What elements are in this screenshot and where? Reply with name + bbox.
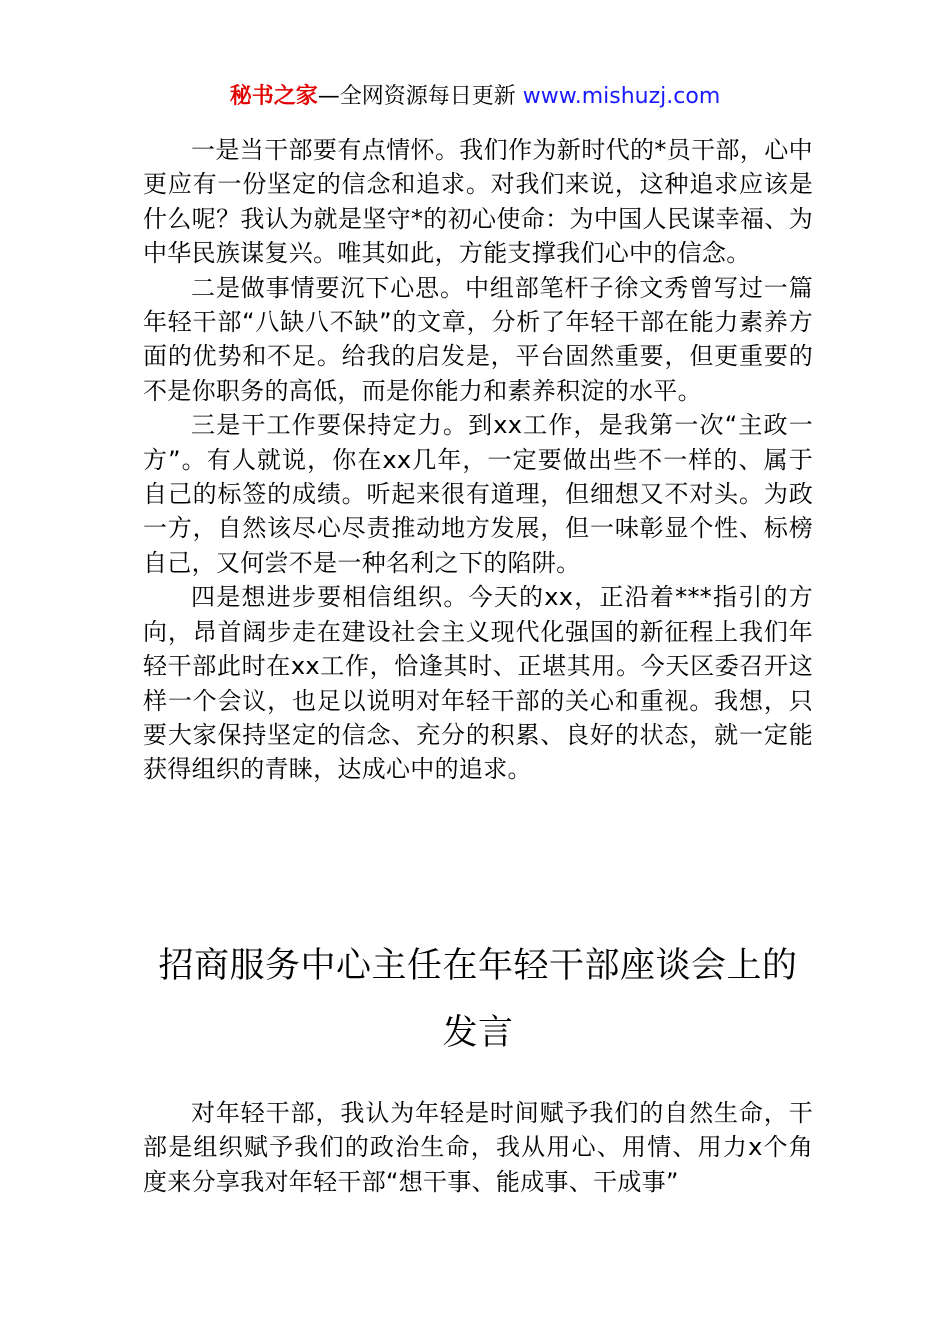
paragraph-3: 三是干工作要保持定力。到xx工作，是我第一次“主政一方”。有人就说，你在xx几年，一定要做出些不一样的、属于自己的标签的成绩。听起来很有道理，但细想又不对头。为政一方，自然该尽心尽责推动地方发展，但一味彰显个性、标榜自己，又何尝不是一种名利之下的陷阱。 xyxy=(143,411,813,577)
paragraph-4: 四是想进步要相信组织。今天的xx，正沿着***指引的方向，昂首阔步走在建设社会主义现代化强国的新征程上我们年轻干部此时在xx工作，恰逢其时、正堪其用。今天区委召开这样一个会议，也足以说明对年轻干部的关心和重视。我想，只要大家保持坚定的信念、充分的积累、良好的状态，就一定能获得组织的青睐，达成心中的追求。 xyxy=(143,583,813,784)
site-url[interactable]: www.mishuzj.com xyxy=(522,84,721,109)
paragraph-5: 对年轻干部，我认为年轻是时间赋予我们的自然生命，干部是组织赋予我们的政治生命，我从用心、用情、用力x个角度来分享我对年轻干部“想干事、能成事、干成事” xyxy=(143,1099,813,1196)
speech-section-1 xyxy=(143,133,813,787)
site-tagline: —全网资源每日更新 xyxy=(317,84,516,109)
paragraph-2: 二是做事情要沉下心思。中组部笔杆子徐文秀曾写过一篇年轻干部“八缺八不缺”的文章，分析了年轻干部在能力素养方面的优势和不足。给我的启发是，平台固然重要，但更重要的不是你职务的高低，而是你能力和素养积淀的水平。 xyxy=(143,273,813,405)
paragraph-1: 一是当干部要有点情怀。我们作为新时代的*员干部，心中更应有一份坚定的信念和追求。对我们来说，这种追求应该是什么呢？我认为就是坚守*的初心使命：为中国人民谋幸福、为中华民族谋复兴。唯其如此，方能支撑我们心中的信念。 xyxy=(143,136,813,268)
speech-section-2 xyxy=(143,1096,813,1199)
site-header xyxy=(0,80,950,114)
document-title: 招商服务中心主任在年轻干部座谈会上的发言 xyxy=(158,946,798,1053)
site-brand: 秘书之家 xyxy=(229,84,318,109)
